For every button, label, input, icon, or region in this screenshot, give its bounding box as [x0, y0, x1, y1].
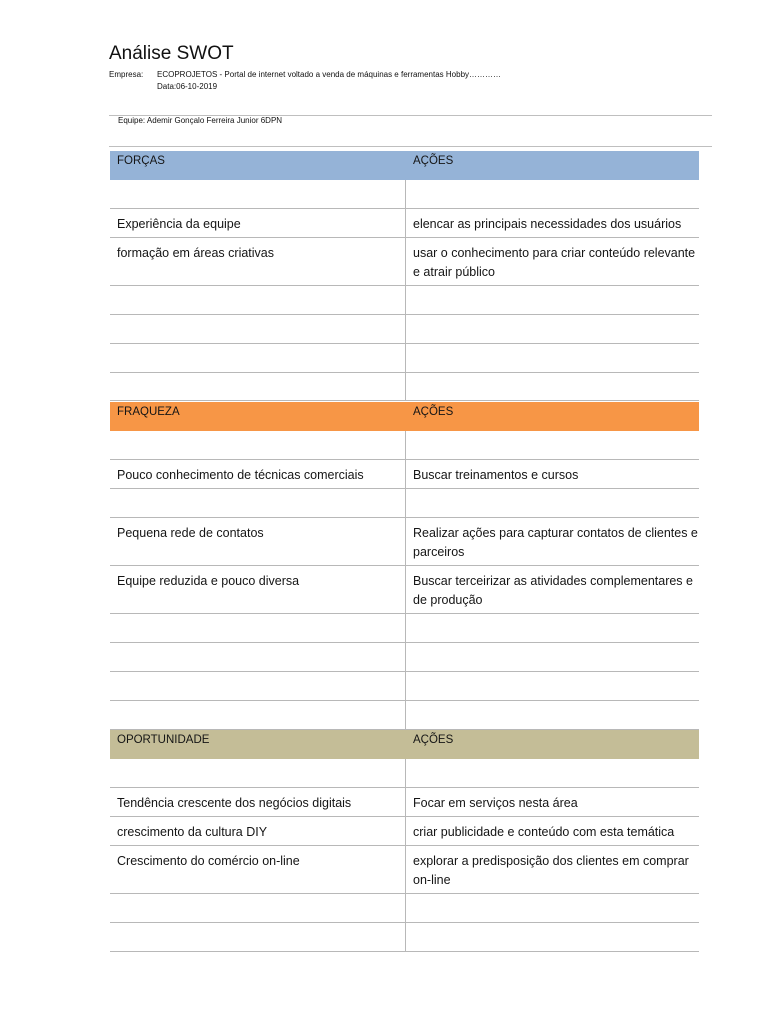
swot-item-cell: formação em áreas criativas — [110, 238, 406, 285]
action-cell: explorar a predisposição dos clientes em comprar on-line — [413, 854, 689, 887]
table-row — [110, 286, 699, 315]
swot-item-cell — [110, 373, 406, 400]
table-row — [110, 344, 699, 373]
action-cell — [406, 759, 699, 787]
swot-item-cell — [110, 180, 406, 208]
section-title: OPORTUNIDADE — [117, 734, 210, 746]
action-cell: Focar em serviços nesta área — [413, 796, 578, 810]
action-cell — [406, 431, 699, 459]
action-cell — [406, 701, 699, 729]
action-cell — [406, 614, 699, 642]
swot-item-cell — [110, 701, 406, 729]
swot-item-cell: Pouco conhecimento de técnicas comerciais — [110, 460, 406, 488]
section-title: FORÇAS — [117, 155, 165, 167]
action-cell: Realizar ações para capturar contatos de clientes e parceiros — [413, 526, 698, 559]
equipe-line: Equipe: Ademir Gonçalo Ferreira Junior 6DPN — [118, 116, 283, 125]
action-cell: criar publicidade e conteúdo com esta temática — [413, 825, 675, 839]
action-cell — [406, 315, 699, 343]
date-line: Data:06-10-2019 — [157, 82, 218, 91]
table-row — [110, 894, 699, 923]
swot-item-cell — [110, 315, 406, 343]
action-cell: usar o conhecimento para criar conteúdo relevante e atrair público — [413, 246, 696, 279]
table-row — [110, 238, 699, 286]
swot-item-cell: Experiência da equipe — [110, 209, 406, 237]
action-cell: Buscar treinamentos e cursos — [413, 468, 579, 482]
table-row — [110, 460, 699, 489]
swot-item-cell — [110, 614, 406, 642]
table-row — [110, 209, 699, 238]
swot-item-cell — [110, 286, 406, 314]
table-row — [110, 180, 699, 209]
table-row — [110, 566, 699, 614]
table-row — [110, 788, 699, 817]
action-cell: elencar as principais necessidades dos usuários — [413, 217, 682, 231]
action-cell — [406, 344, 699, 372]
swot-item-cell — [110, 489, 406, 517]
table-row — [110, 923, 699, 952]
table-row — [110, 701, 699, 730]
swot-item-cell: crescimento da cultura DIY — [110, 817, 406, 845]
actions-column-header: AÇÕES — [413, 406, 454, 418]
table-row — [110, 672, 699, 701]
action-cell — [406, 489, 699, 517]
empresa-value: ECOPROJETOS - Portal de internet voltado a venda de máquinas e ferramentas Hobby………… — [157, 70, 502, 79]
table-row — [110, 518, 699, 566]
swot-item-cell: Tendência crescente dos negócios digitais — [110, 788, 406, 816]
action-cell — [406, 373, 699, 400]
table-row — [110, 431, 699, 460]
swot-item-cell — [110, 894, 406, 922]
action-cell — [406, 672, 699, 700]
section-header-fraqueza — [110, 402, 699, 431]
header-divider-bottom — [109, 146, 712, 147]
section-title: FRAQUEZA — [117, 406, 180, 418]
action-cell: Buscar terceirizar as atividades complementares e de produção — [413, 574, 693, 607]
table-row — [110, 315, 699, 344]
page-title: Análise SWOT — [109, 43, 234, 64]
swot-item-cell — [110, 672, 406, 700]
table-row — [110, 759, 699, 788]
swot-item-cell — [110, 923, 406, 951]
table-row — [110, 373, 699, 401]
action-cell — [406, 286, 699, 314]
table-row — [110, 614, 699, 643]
empresa-line — [109, 70, 501, 79]
action-cell — [406, 180, 699, 208]
swot-item-cell — [110, 759, 406, 787]
empresa-label: Empresa: — [109, 70, 144, 79]
table-row — [110, 846, 699, 894]
swot-item-cell — [110, 643, 406, 671]
swot-item-cell — [110, 431, 406, 459]
table-row — [110, 643, 699, 672]
actions-column-header: AÇÕES — [413, 734, 454, 746]
action-cell — [406, 643, 699, 671]
action-cell — [406, 923, 699, 951]
action-cell — [406, 894, 699, 922]
swot-item-cell: Pequena rede de contatos — [110, 518, 406, 565]
table-row — [110, 817, 699, 846]
table-row — [110, 489, 699, 518]
section-header-forcas — [110, 151, 699, 180]
swot-item-cell — [110, 344, 406, 372]
section-header-oportunidade — [110, 730, 699, 759]
swot-item-cell: Equipe reduzida e pouco diversa — [110, 566, 406, 613]
actions-column-header: AÇÕES — [413, 155, 454, 167]
swot-item-cell: Crescimento do comércio on-line — [110, 846, 406, 893]
